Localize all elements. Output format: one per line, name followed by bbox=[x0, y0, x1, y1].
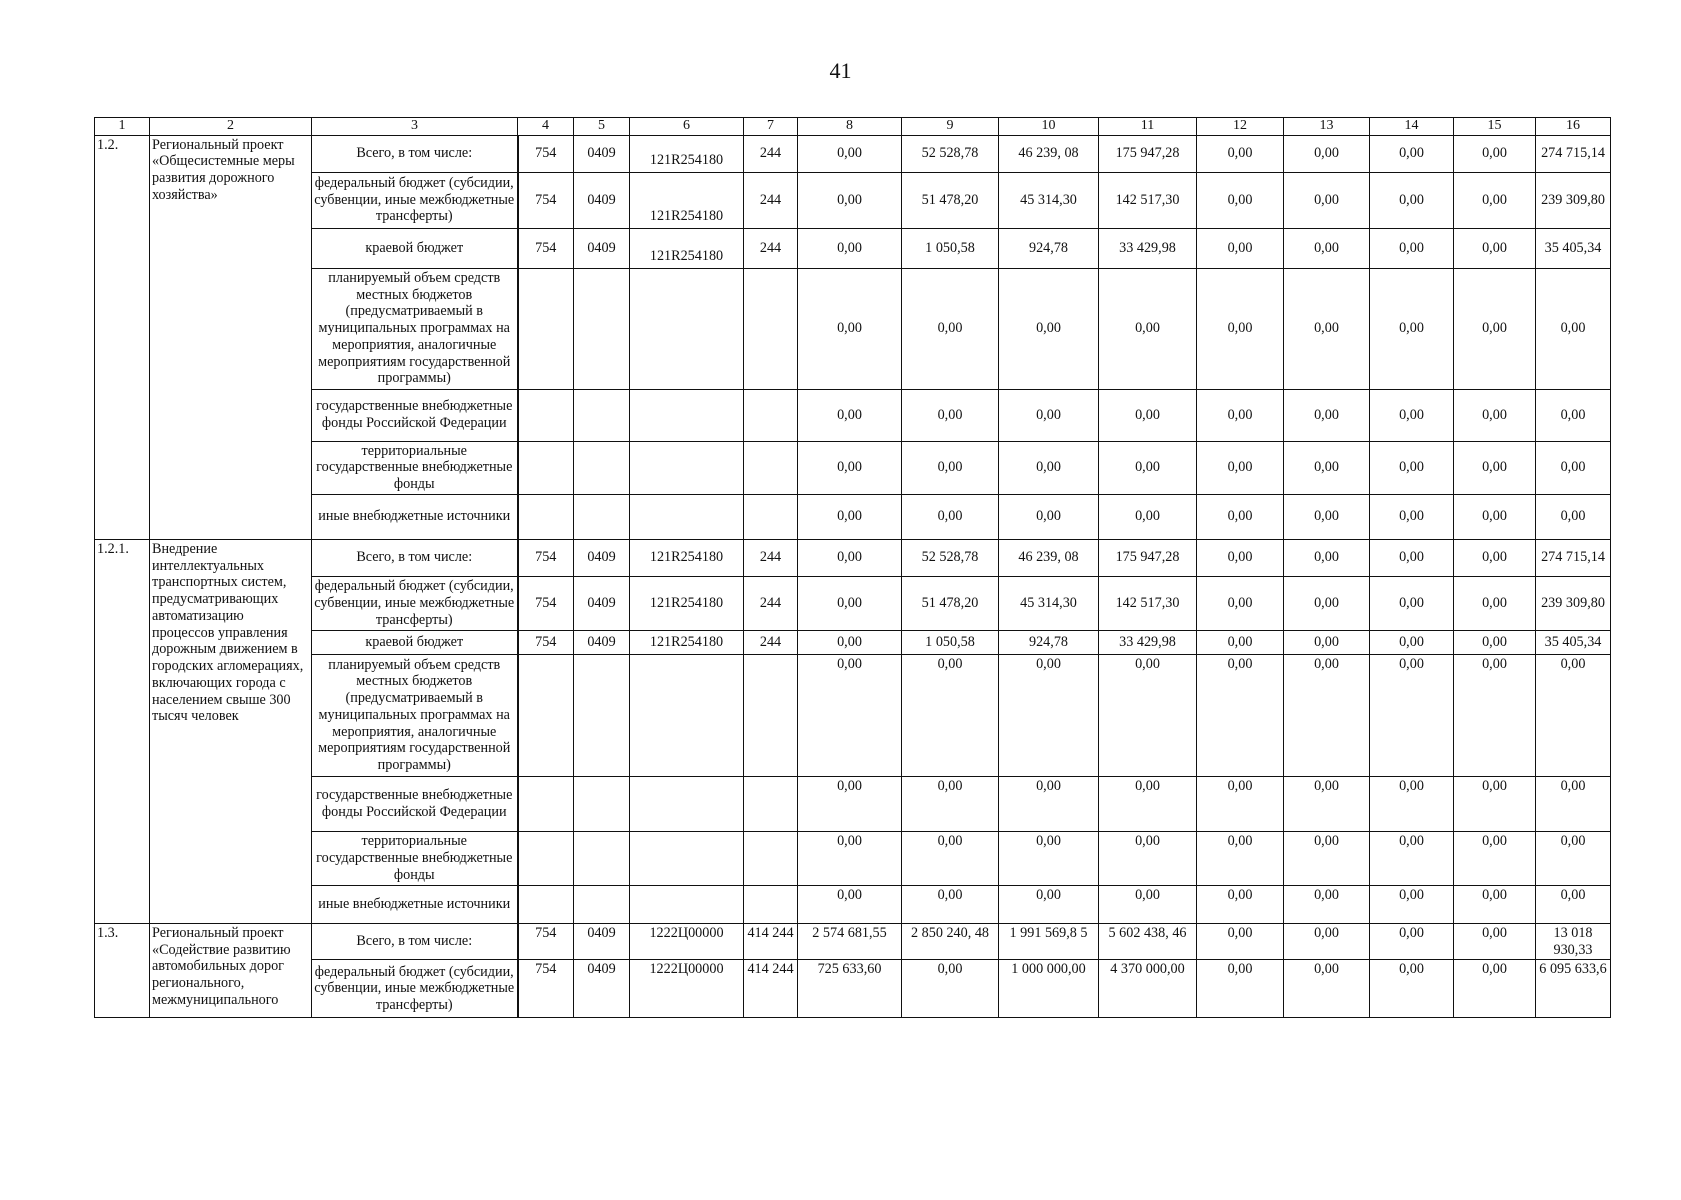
header-cell-3: 3 bbox=[312, 118, 518, 136]
value-col-10: 0,00 bbox=[999, 441, 1099, 494]
value-col-9: 0,00 bbox=[902, 885, 999, 923]
cell-rzpr: 0409 bbox=[574, 172, 630, 228]
value-col-10: 0,00 bbox=[999, 268, 1099, 389]
value-col-12: 0,00 bbox=[1197, 268, 1284, 389]
section-name: Региональный проект «Общесистемные меры развития дорожного хозяйства» bbox=[150, 135, 312, 539]
value-col-11: 0,00 bbox=[1099, 776, 1197, 831]
cell-csr: 1222Ц00000 bbox=[630, 923, 744, 960]
cell-csr: 1222Ц00000 bbox=[630, 960, 744, 1018]
value-col-9: 1 050,58 bbox=[902, 228, 999, 268]
header-cell-12: 12 bbox=[1197, 118, 1284, 136]
funding-source: федеральный бюджет (субсидии, субвенции, иные межбюджетные трансферты) bbox=[312, 576, 518, 630]
value-col-12: 0,00 bbox=[1197, 441, 1284, 494]
value-col-10: 924,78 bbox=[999, 630, 1099, 654]
value-col-9: 0,00 bbox=[902, 494, 999, 539]
value-col-15: 0,00 bbox=[1454, 268, 1536, 389]
value-col-14: 0,00 bbox=[1370, 654, 1454, 776]
value-col-11: 0,00 bbox=[1099, 441, 1197, 494]
cell-grbs: 754 bbox=[518, 172, 574, 228]
funding-source: территориальные государственные внебюджетные фонды bbox=[312, 441, 518, 494]
table-row bbox=[95, 494, 1611, 539]
value-col-14: 0,00 bbox=[1370, 960, 1454, 1018]
value-col-12: 0,00 bbox=[1197, 389, 1284, 441]
cell-rzpr bbox=[574, 494, 630, 539]
cell-vr: 414 244 bbox=[744, 923, 798, 960]
value-col-12: 0,00 bbox=[1197, 960, 1284, 1018]
value-col-11: 0,00 bbox=[1099, 494, 1197, 539]
value-col-12: 0,00 bbox=[1197, 923, 1284, 960]
funding-source: государственные внебюджетные фонды Российской Федерации bbox=[312, 389, 518, 441]
value-col-8: 0,00 bbox=[798, 135, 902, 172]
value-col-11: 142 517,30 bbox=[1099, 172, 1197, 228]
value-col-9: 0,00 bbox=[902, 960, 999, 1018]
value-col-9: 1 050,58 bbox=[902, 630, 999, 654]
header-cell-4: 4 bbox=[518, 118, 574, 136]
value-col-13: 0,00 bbox=[1284, 228, 1370, 268]
value-col-8: 0,00 bbox=[798, 441, 902, 494]
cell-grbs: 754 bbox=[518, 923, 574, 960]
cell-csr: 121R254180 bbox=[630, 630, 744, 654]
cell-vr bbox=[744, 654, 798, 776]
value-col-8: 0,00 bbox=[798, 172, 902, 228]
cell-vr bbox=[744, 494, 798, 539]
value-col-16: 35 405,34 bbox=[1536, 630, 1611, 654]
cell-grbs: 754 bbox=[518, 228, 574, 268]
table-row bbox=[95, 923, 1611, 960]
header-row bbox=[95, 118, 1611, 136]
table-row bbox=[95, 885, 1611, 923]
cell-vr bbox=[744, 389, 798, 441]
value-col-16: 239 309,80 bbox=[1536, 576, 1611, 630]
funding-source: иные внебюджетные источники bbox=[312, 885, 518, 923]
value-col-15: 0,00 bbox=[1454, 539, 1536, 576]
value-col-16: 0,00 bbox=[1536, 441, 1611, 494]
table-row bbox=[95, 268, 1611, 389]
cell-grbs: 754 bbox=[518, 539, 574, 576]
cell-grbs: 754 bbox=[518, 960, 574, 1018]
header-cell-14: 14 bbox=[1370, 118, 1454, 136]
cell-vr: 244 bbox=[744, 539, 798, 576]
cell-grbs bbox=[518, 831, 574, 885]
header-cell-8: 8 bbox=[798, 118, 902, 136]
cell-csr: 121R254180 bbox=[630, 135, 744, 172]
cell-csr bbox=[630, 831, 744, 885]
cell-csr bbox=[630, 389, 744, 441]
value-col-11: 175 947,28 bbox=[1099, 539, 1197, 576]
value-col-10: 46 239, 08 bbox=[999, 539, 1099, 576]
value-col-13: 0,00 bbox=[1284, 389, 1370, 441]
value-col-15: 0,00 bbox=[1454, 441, 1536, 494]
funding-source: Всего, в том числе: bbox=[312, 539, 518, 576]
value-col-13: 0,00 bbox=[1284, 776, 1370, 831]
cell-csr bbox=[630, 494, 744, 539]
value-col-12: 0,00 bbox=[1197, 576, 1284, 630]
value-col-15: 0,00 bbox=[1454, 576, 1536, 630]
cell-csr bbox=[630, 776, 744, 831]
value-col-13: 0,00 bbox=[1284, 268, 1370, 389]
table-row bbox=[95, 576, 1611, 630]
cell-rzpr: 0409 bbox=[574, 539, 630, 576]
table-row bbox=[95, 228, 1611, 268]
cell-rzpr bbox=[574, 654, 630, 776]
value-col-8: 0,00 bbox=[798, 576, 902, 630]
value-col-13: 0,00 bbox=[1284, 539, 1370, 576]
value-col-14: 0,00 bbox=[1370, 172, 1454, 228]
value-col-16: 6 095 633,6 bbox=[1536, 960, 1611, 1018]
value-col-10: 924,78 bbox=[999, 228, 1099, 268]
cell-vr: 244 bbox=[744, 228, 798, 268]
value-col-12: 0,00 bbox=[1197, 494, 1284, 539]
value-col-15: 0,00 bbox=[1454, 389, 1536, 441]
value-col-12: 0,00 bbox=[1197, 776, 1284, 831]
value-col-14: 0,00 bbox=[1370, 576, 1454, 630]
table-row bbox=[95, 654, 1611, 776]
header-cell-11: 11 bbox=[1099, 118, 1197, 136]
cell-vr: 244 bbox=[744, 135, 798, 172]
cell-vr bbox=[744, 776, 798, 831]
header-cell-1: 1 bbox=[95, 118, 150, 136]
cell-csr bbox=[630, 654, 744, 776]
value-col-16: 13 018 930,33 bbox=[1536, 923, 1611, 960]
value-col-8: 0,00 bbox=[798, 228, 902, 268]
funding-source: иные внебюджетные источники bbox=[312, 494, 518, 539]
value-col-9: 51 478,20 bbox=[902, 576, 999, 630]
value-col-13: 0,00 bbox=[1284, 135, 1370, 172]
cell-rzpr bbox=[574, 268, 630, 389]
value-col-11: 0,00 bbox=[1099, 831, 1197, 885]
cell-rzpr: 0409 bbox=[574, 135, 630, 172]
value-col-13: 0,00 bbox=[1284, 885, 1370, 923]
value-col-12: 0,00 bbox=[1197, 831, 1284, 885]
cell-vr bbox=[744, 441, 798, 494]
value-col-11: 0,00 bbox=[1099, 654, 1197, 776]
header-cell-6: 6 bbox=[630, 118, 744, 136]
funding-source: федеральный бюджет (субсидии, субвенции, иные межбюджетные трансферты) bbox=[312, 960, 518, 1018]
cell-grbs bbox=[518, 494, 574, 539]
section-name: Внедрение интеллектуальных транспортных систем, предусматривающих автоматизацию процессов управления дорожным движением в городских агломерациях, включающих города с населением свыше 300 тысяч человек bbox=[150, 539, 312, 923]
value-col-8: 2 574 681,55 bbox=[798, 923, 902, 960]
value-col-10: 46 239, 08 bbox=[999, 135, 1099, 172]
funding-source: краевой бюджет bbox=[312, 630, 518, 654]
cell-vr: 244 bbox=[744, 576, 798, 630]
cell-rzpr bbox=[574, 776, 630, 831]
value-col-15: 0,00 bbox=[1454, 960, 1536, 1018]
value-col-10: 0,00 bbox=[999, 831, 1099, 885]
cell-csr bbox=[630, 268, 744, 389]
value-col-12: 0,00 bbox=[1197, 172, 1284, 228]
value-col-10: 0,00 bbox=[999, 389, 1099, 441]
table-row bbox=[95, 441, 1611, 494]
cell-grbs: 754 bbox=[518, 576, 574, 630]
value-col-15: 0,00 bbox=[1454, 831, 1536, 885]
section-number: 1.2. bbox=[95, 135, 150, 539]
section-name: Региональный проект «Содействие развитию автомобильных дорог регионального, межмуниципального bbox=[150, 923, 312, 1018]
value-col-9: 0,00 bbox=[902, 389, 999, 441]
value-col-10: 0,00 bbox=[999, 776, 1099, 831]
value-col-9: 0,00 bbox=[902, 268, 999, 389]
value-col-15: 0,00 bbox=[1454, 135, 1536, 172]
cell-grbs: 754 bbox=[518, 630, 574, 654]
cell-csr bbox=[630, 441, 744, 494]
value-col-14: 0,00 bbox=[1370, 268, 1454, 389]
value-col-15: 0,00 bbox=[1454, 654, 1536, 776]
value-col-11: 0,00 bbox=[1099, 268, 1197, 389]
cell-rzpr: 0409 bbox=[574, 923, 630, 960]
value-col-13: 0,00 bbox=[1284, 831, 1370, 885]
value-col-14: 0,00 bbox=[1370, 885, 1454, 923]
cell-grbs bbox=[518, 441, 574, 494]
value-col-13: 0,00 bbox=[1284, 576, 1370, 630]
cell-rzpr: 0409 bbox=[574, 228, 630, 268]
value-col-14: 0,00 bbox=[1370, 831, 1454, 885]
value-col-8: 0,00 bbox=[798, 885, 902, 923]
cell-csr: 121R254180 bbox=[630, 228, 744, 268]
value-col-8: 0,00 bbox=[798, 494, 902, 539]
value-col-16: 0,00 bbox=[1536, 831, 1611, 885]
value-col-11: 0,00 bbox=[1099, 389, 1197, 441]
header-cell-5: 5 bbox=[574, 118, 630, 136]
value-col-10: 1 000 000,00 bbox=[999, 960, 1099, 1018]
cell-grbs bbox=[518, 776, 574, 831]
value-col-16: 274 715,14 bbox=[1536, 135, 1611, 172]
value-col-14: 0,00 bbox=[1370, 494, 1454, 539]
value-col-16: 0,00 bbox=[1536, 494, 1611, 539]
value-col-15: 0,00 bbox=[1454, 228, 1536, 268]
value-col-11: 175 947,28 bbox=[1099, 135, 1197, 172]
table-row bbox=[95, 135, 1611, 172]
value-col-15: 0,00 bbox=[1454, 494, 1536, 539]
value-col-15: 0,00 bbox=[1454, 923, 1536, 960]
table-row bbox=[95, 831, 1611, 885]
value-col-8: 725 633,60 bbox=[798, 960, 902, 1018]
value-col-8: 0,00 bbox=[798, 630, 902, 654]
cell-grbs: 754 bbox=[518, 135, 574, 172]
header-cell-10: 10 bbox=[999, 118, 1099, 136]
funding-source: федеральный бюджет (субсидии, субвенции, иные межбюджетные трансферты) bbox=[312, 172, 518, 228]
value-col-15: 0,00 bbox=[1454, 885, 1536, 923]
cell-vr bbox=[744, 268, 798, 389]
cell-grbs bbox=[518, 885, 574, 923]
cell-rzpr: 0409 bbox=[574, 630, 630, 654]
table-row bbox=[95, 389, 1611, 441]
value-col-11: 5 602 438, 46 bbox=[1099, 923, 1197, 960]
table-row bbox=[95, 630, 1611, 654]
value-col-14: 0,00 bbox=[1370, 539, 1454, 576]
funding-source: государственные внебюджетные фонды Российской Федерации bbox=[312, 776, 518, 831]
cell-vr: 244 bbox=[744, 172, 798, 228]
value-col-8: 0,00 bbox=[798, 389, 902, 441]
value-col-12: 0,00 bbox=[1197, 630, 1284, 654]
value-col-11: 33 429,98 bbox=[1099, 228, 1197, 268]
value-col-14: 0,00 bbox=[1370, 389, 1454, 441]
cell-rzpr bbox=[574, 831, 630, 885]
value-col-11: 142 517,30 bbox=[1099, 576, 1197, 630]
cell-csr: 121R254180 bbox=[630, 539, 744, 576]
value-col-12: 0,00 bbox=[1197, 135, 1284, 172]
value-col-16: 35 405,34 bbox=[1536, 228, 1611, 268]
value-col-14: 0,00 bbox=[1370, 776, 1454, 831]
value-col-16: 0,00 bbox=[1536, 885, 1611, 923]
value-col-14: 0,00 bbox=[1370, 135, 1454, 172]
value-col-15: 0,00 bbox=[1454, 776, 1536, 831]
cell-csr bbox=[630, 885, 744, 923]
value-col-10: 0,00 bbox=[999, 885, 1099, 923]
value-col-14: 0,00 bbox=[1370, 630, 1454, 654]
value-col-9: 0,00 bbox=[902, 831, 999, 885]
cell-grbs bbox=[518, 389, 574, 441]
value-col-8: 0,00 bbox=[798, 268, 902, 389]
value-col-13: 0,00 bbox=[1284, 441, 1370, 494]
table-row bbox=[95, 960, 1611, 1018]
value-col-9: 0,00 bbox=[902, 654, 999, 776]
value-col-13: 0,00 bbox=[1284, 654, 1370, 776]
cell-rzpr bbox=[574, 885, 630, 923]
value-col-10: 45 314,30 bbox=[999, 172, 1099, 228]
value-col-13: 0,00 bbox=[1284, 172, 1370, 228]
value-col-12: 0,00 bbox=[1197, 885, 1284, 923]
value-col-16: 274 715,14 bbox=[1536, 539, 1611, 576]
value-col-9: 0,00 bbox=[902, 776, 999, 831]
value-col-11: 4 370 000,00 bbox=[1099, 960, 1197, 1018]
value-col-9: 0,00 bbox=[902, 441, 999, 494]
cell-csr: 121R254180 bbox=[630, 576, 744, 630]
value-col-13: 0,00 bbox=[1284, 494, 1370, 539]
cell-csr: 121R254180 bbox=[630, 172, 744, 228]
value-col-8: 0,00 bbox=[798, 539, 902, 576]
cell-vr: 244 bbox=[744, 630, 798, 654]
value-col-14: 0,00 bbox=[1370, 923, 1454, 960]
cell-vr bbox=[744, 831, 798, 885]
table-row bbox=[95, 172, 1611, 228]
funding-source: планируемый объем средств местных бюджетов (предусматриваемый в муниципальных программах на мероприятия, аналогичные мероприятиям государственной программы) bbox=[312, 268, 518, 389]
funding-source: территориальные государственные внебюджетные фонды bbox=[312, 831, 518, 885]
value-col-13: 0,00 bbox=[1284, 630, 1370, 654]
value-col-14: 0,00 bbox=[1370, 228, 1454, 268]
value-col-9: 52 528,78 bbox=[902, 135, 999, 172]
value-col-11: 33 429,98 bbox=[1099, 630, 1197, 654]
value-col-13: 0,00 bbox=[1284, 960, 1370, 1018]
table-row bbox=[95, 776, 1611, 831]
value-col-12: 0,00 bbox=[1197, 654, 1284, 776]
cell-vr: 414 244 bbox=[744, 960, 798, 1018]
cell-rzpr bbox=[574, 389, 630, 441]
value-col-10: 0,00 bbox=[999, 654, 1099, 776]
cell-vr bbox=[744, 885, 798, 923]
value-col-9: 51 478,20 bbox=[902, 172, 999, 228]
page-number: 41 bbox=[829, 58, 852, 83]
header-cell-13: 13 bbox=[1284, 118, 1370, 136]
funding-source: Всего, в том числе: bbox=[312, 135, 518, 172]
value-col-16: 0,00 bbox=[1536, 654, 1611, 776]
value-col-8: 0,00 bbox=[798, 654, 902, 776]
value-col-16: 239 309,80 bbox=[1536, 172, 1611, 228]
cell-rzpr bbox=[574, 441, 630, 494]
header-cell-15: 15 bbox=[1454, 118, 1536, 136]
value-col-9: 2 850 240, 48 bbox=[902, 923, 999, 960]
value-col-8: 0,00 bbox=[798, 831, 902, 885]
header-cell-16: 16 bbox=[1536, 118, 1611, 136]
cell-rzpr: 0409 bbox=[574, 576, 630, 630]
cell-grbs bbox=[518, 268, 574, 389]
budget-table bbox=[94, 117, 1611, 1018]
value-col-10: 1 991 569,8 5 bbox=[999, 923, 1099, 960]
value-col-10: 0,00 bbox=[999, 494, 1099, 539]
value-col-8: 0,00 bbox=[798, 776, 902, 831]
value-col-15: 0,00 bbox=[1454, 630, 1536, 654]
funding-source: Всего, в том числе: bbox=[312, 923, 518, 960]
cell-rzpr: 0409 bbox=[574, 960, 630, 1018]
header-cell-2: 2 bbox=[150, 118, 312, 136]
section-number: 1.2.1. bbox=[95, 539, 150, 923]
value-col-16: 0,00 bbox=[1536, 776, 1611, 831]
value-col-10: 45 314,30 bbox=[999, 576, 1099, 630]
funding-source: планируемый объем средств местных бюджетов (предусматриваемый в муниципальных программах на мероприятия, аналогичные мероприятиям государственной программы) bbox=[312, 654, 518, 776]
header-cell-9: 9 bbox=[902, 118, 999, 136]
value-col-11: 0,00 bbox=[1099, 885, 1197, 923]
section-number: 1.3. bbox=[95, 923, 150, 1018]
value-col-13: 0,00 bbox=[1284, 923, 1370, 960]
cell-grbs bbox=[518, 654, 574, 776]
value-col-16: 0,00 bbox=[1536, 389, 1611, 441]
value-col-16: 0,00 bbox=[1536, 268, 1611, 389]
funding-source: краевой бюджет bbox=[312, 228, 518, 268]
value-col-15: 0,00 bbox=[1454, 172, 1536, 228]
header-cell-7: 7 bbox=[744, 118, 798, 136]
value-col-14: 0,00 bbox=[1370, 441, 1454, 494]
table-row bbox=[95, 539, 1611, 576]
value-col-9: 52 528,78 bbox=[902, 539, 999, 576]
value-col-12: 0,00 bbox=[1197, 539, 1284, 576]
value-col-12: 0,00 bbox=[1197, 228, 1284, 268]
